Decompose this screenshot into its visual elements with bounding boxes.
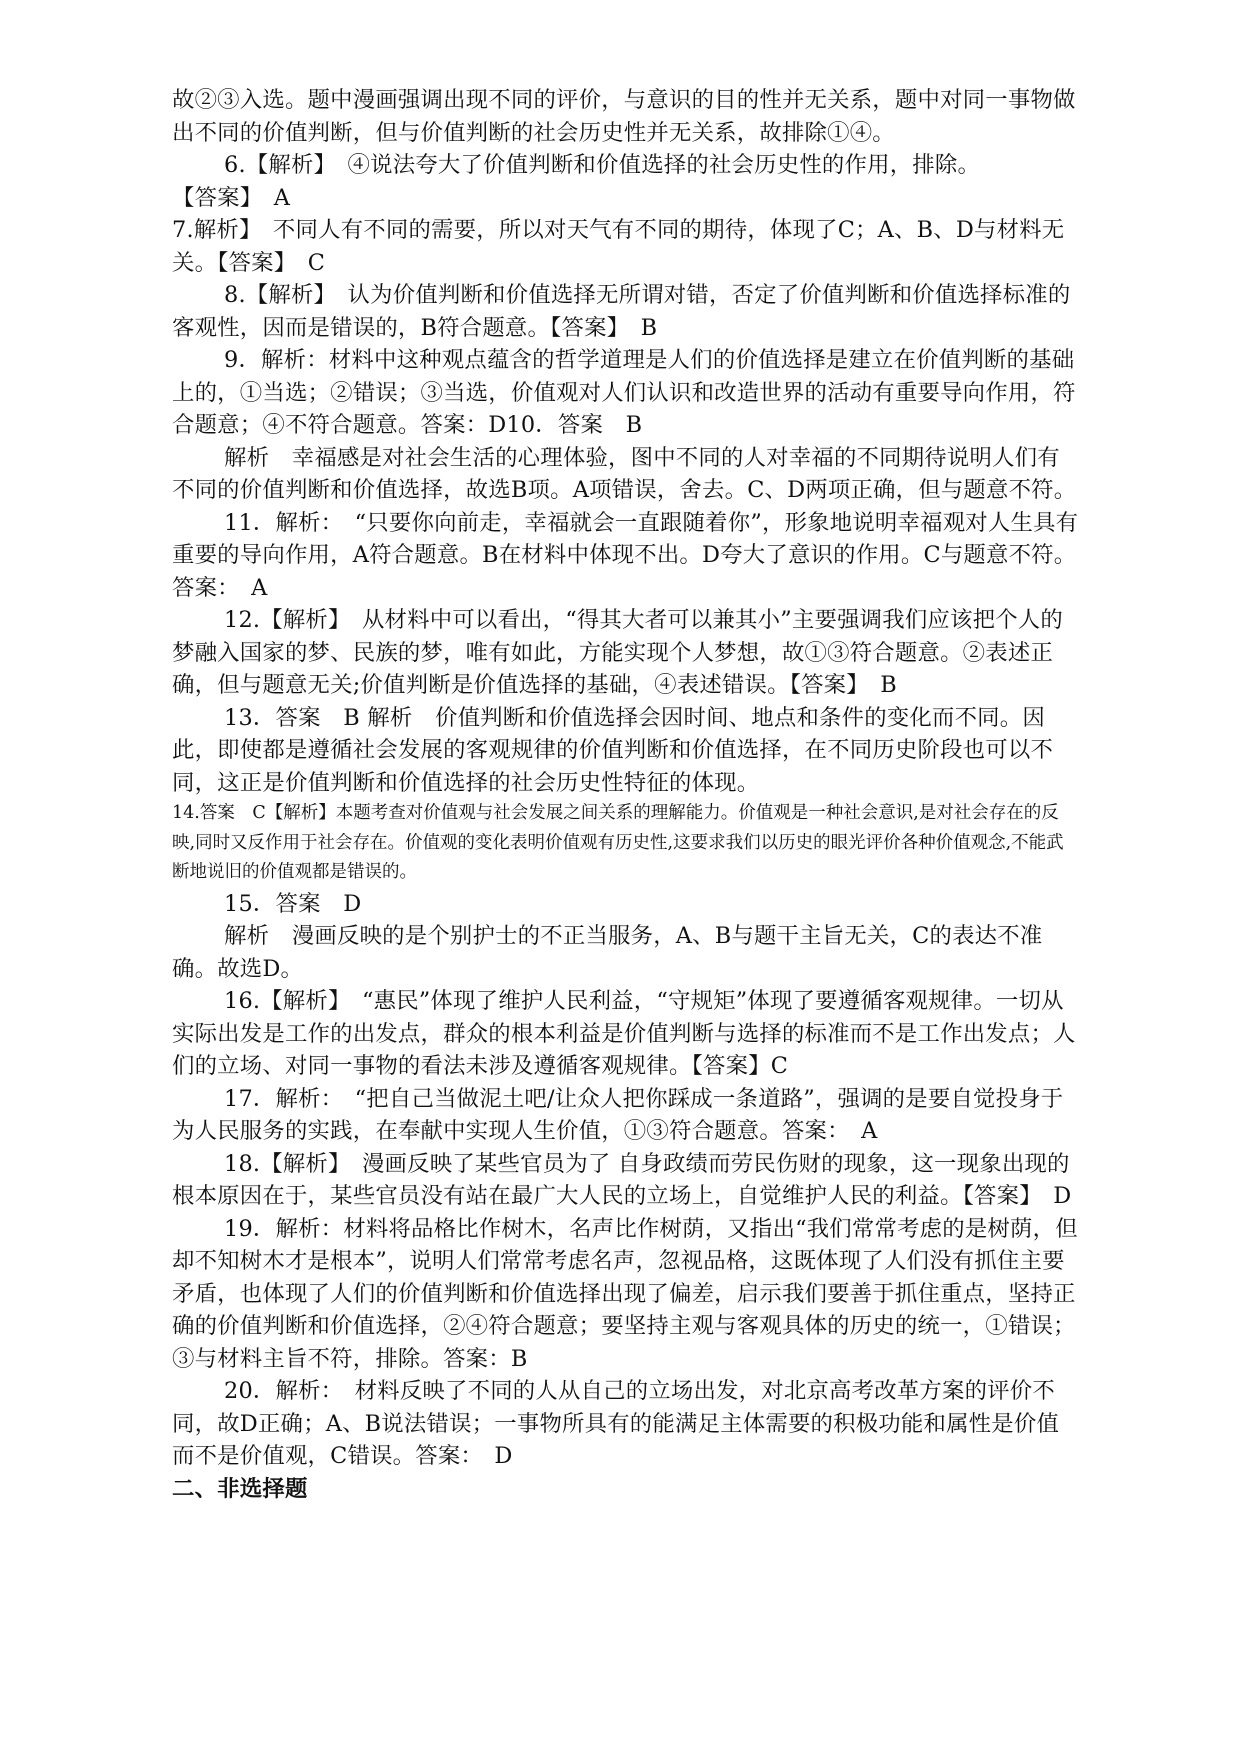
paragraph-q6-analysis: 6.【解析】 ④说法夸大了价值判断和价值选择的社会历史性的作用，排除。 <box>224 152 981 178</box>
paragraph-q20: 20．解析： 材料反映了不同的人从自己的立场出发，对北京高考改革方案的评价不同，故D正确；A、B说法错误；一事物所具有的能满足主体需要的积极功能和属性是价值而不是价值观，C错误。答案： D <box>172 1378 1060 1469</box>
paragraph-q17: 17．解析： “把自己当做泥土吧/让众人把你踩成一条道路”，强调的是要自觉投身于为人民服务的实践，在奉献中实现人生价值，①③符合题意。答案： A <box>172 1085 1064 1144</box>
paragraph-q10-analysis: 解析 幸福感是对社会生活的心理体验，图中不同的人对幸福的不同期待说明人们有不同的价值判断和价值选择，故选B项。A项错误，舍去。C、D两项正确，但与题意不符。 <box>172 444 1077 503</box>
paragraph-q5-continuation: 故②③入选。题中漫画强调出现不同的评价，与意识的目的性并无关系，题中对同一事物做出不同的价值判断，但与价值判断的社会历史性并无关系，故排除①④。 <box>172 87 1076 146</box>
paragraph-q18: 18.【解析】 漫画反映了某些官员为了 自身政绩而劳民伤财的现象，这一现象出现的根本原因在于，某些官员没有站在最广大人民的立场上，自觉维护人民的利益。【答案】 D <box>172 1150 1072 1209</box>
paragraph-q16: 16.【解析】 “惠民”体现了维护人民利益，“守规矩”体现了要遵循客观规律。一切从实际出发是工作的出发点，群众的根本利益是价值判断与选择的标准而不是工作出发点；人们的立场、对同一事物的看法未涉及遵循客观规律。【答案】C <box>172 988 1076 1079</box>
paragraph-q15-analysis: 解析 漫画反映的是个别护士的不正当服务，A、B与题干主旨无关，C的表达不准确。故选D。 <box>172 923 1043 982</box>
paragraph-q14: 14.答案 C【解析】本题考查对价值观与社会发展之间关系的理解能力。价值观是一种社会意识,是对社会存在的反映,同时又反作用于社会存在。价值观的变化表明价值观有历史性,这要求我们以历史的眼光评价各种价值观念,不能武断地说旧的价值观都是错误的。 <box>172 803 1064 882</box>
paragraph-q13: 13．答案 B 解析 价值判断和价值选择会因时间、地点和条件的变化而不同。因此，即使都是遵循社会发展的客观规律的价值判断和价值选择，在不同历史阶段也可以不同，这正是价值判断和价值选择的社会历史性特征的体现。 <box>172 704 1054 796</box>
section-heading: 二、非选择题 <box>172 1475 308 1502</box>
paragraph-q8: 8.【解析】 认为价值判断和价值选择无所谓对错，否定了价值判断和价值选择标准的客观性，因而是错误的，B符合题意。【答案】 B <box>172 282 1071 341</box>
paragraph-q11: 11．解析： “只要你向前走，幸福就会一直跟随着你”，形象地说明幸福观对人生具有重要的导向作用，A符合题意。B在材料中体现不出。D夸大了意识的作用。C与题意不符。答案： A <box>172 509 1079 601</box>
paragraph-q19: 19．解析：材料将品格比作树木，名声比作树荫，又指出“我们常常考虑的是树荫，但却不知树木才是根本”，说明人们常常考虑名声，忽视品格，这既体现了人们没有抓住主要矛盾，也体现了人们的价值判断和价值选择出现了偏差，启示我们要善于抓住重点，坚持正确的价值判断和价值选择，②④符合题意；要坚持主观与客观具体的历史的统一，①错误；③与材料主旨不符，排除。答案：B <box>172 1215 1078 1372</box>
paragraph-q7: 7.解析】 不同人有不同的需要，所以对天气有不同的期待，体现了C；A、B、D与材料无关。【答案】 C <box>172 217 1065 276</box>
paragraph-q15-answer: 15．答案 D <box>224 890 362 917</box>
paragraph-q9: 9．解析：材料中这种观点蕴含的哲学道理是人们的价值选择是建立在价值判断的基础上的，①当选；②错误；③当选，价值观对人们认识和改造世界的活动有重要导向作用，符合题意；④不符合题意。答案：D10．答案 B <box>172 347 1076 438</box>
paragraph-q6-answer: 【答案】 A <box>172 184 291 211</box>
paragraph-q12: 12.【解析】 从材料中可以看出，“得其大者可以兼其小”主要强调我们应该把个人的梦融入国家的梦、民族的梦，唯有如此，方能实现个人梦想，故①③符合题意。②表述正确，但与题意无关;价值判断是价值选择的基础，④表述错误。【答案】 B <box>172 607 1063 698</box>
